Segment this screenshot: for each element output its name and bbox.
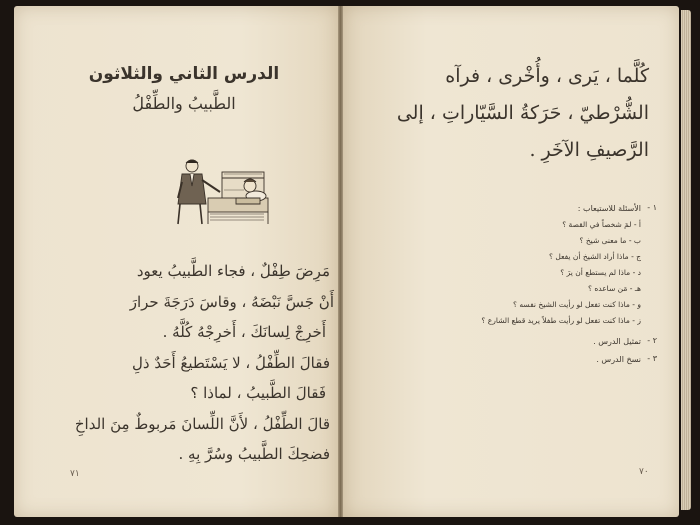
- page-edges: [681, 10, 691, 510]
- story-line: فقالَ الطِّفْلُ ، لا يَسْتَطيعُ أَحَدٌ ذلِ: [131, 353, 330, 372]
- story-text: [14, 256, 338, 470]
- section-number: ٢ -: [647, 336, 657, 345]
- acting-exercise: تمثيل الدرس .: [593, 337, 641, 346]
- doctor-and-child-illustration: [164, 152, 276, 230]
- left-page: [14, 6, 338, 517]
- question-item: [579, 236, 641, 245]
- comprehension-questions-heading: الأسئلة للاستيعاب :: [577, 204, 641, 213]
- question-text: ماذا كنت تفعل لو رأيت طفلاً يريد قطع الشارع ؟: [481, 316, 630, 325]
- question-text: ماذا كنت تفعل لو رأيت الشيخ نفسه ؟: [513, 300, 630, 309]
- question-item: [562, 220, 641, 229]
- story-line: فضحِكَ الطَّبيبُ وسُرَّ بِهِ .: [178, 445, 330, 463]
- story-line: فَقالَ الطَّبيبُ ، لماذا ؟: [190, 384, 326, 402]
- passage-line: كُلَّما ، يَرى ، وأُخْرى ، فرآه: [445, 65, 649, 87]
- lesson-title: الدرس الثاني والثلاثون: [88, 64, 280, 84]
- right-page-number: ٧٠: [639, 467, 649, 477]
- question-item: [481, 316, 641, 325]
- question-text: ما معنى شيخ ؟: [579, 236, 627, 245]
- copying-exercise: نسخ الدرس .: [596, 355, 641, 364]
- question-item: [560, 268, 641, 277]
- question-letter: أ -: [633, 220, 641, 229]
- section-number: ١ -: [647, 203, 657, 212]
- passage-line: الرَّصيفِ الآخَرِ .: [529, 139, 649, 161]
- story-line: قالَ الطِّفْلُ ، لأَنَّ اللِّسانَ مَربوطٌ مِنَ الداخِ: [74, 414, 330, 433]
- question-letter: هـ -: [629, 284, 641, 293]
- question-text: مَن ساعده ؟: [587, 284, 628, 293]
- question-text: ماذا لم يستطع أن يرَ ؟: [560, 268, 631, 277]
- story-line: أَنْ جَسَّ نَبْضَهُ ، وقاسَ دَرَجَةَ حرارَ: [129, 292, 334, 311]
- vocabulary-passage: [349, 58, 649, 169]
- right-page: [343, 6, 679, 517]
- question-item: [513, 300, 641, 309]
- question-text: لمَ شخصاً في القصة ؟: [562, 220, 632, 229]
- lesson-subtitle: الطَّبيبُ والطِّفْلُ: [132, 94, 236, 113]
- question-text: ماذا أراد الشيخ أن يفعل ؟: [548, 252, 629, 261]
- question-item: [588, 284, 641, 293]
- question-letter: و -: [632, 300, 641, 309]
- question-item: [549, 252, 641, 261]
- question-letter: د -: [632, 268, 641, 277]
- section-number: ٣ -: [647, 354, 657, 363]
- left-page-number: ٧١: [70, 469, 80, 479]
- question-letter: ج -: [631, 252, 641, 261]
- passage-line: الشُّرْطيّ ، حَرَكةُ السَّيّاراتِ ، إلى: [396, 102, 649, 124]
- question-letter: ز -: [632, 316, 641, 325]
- story-line: أَخرِجْ لِسانَكَ ، أَخرِجْهُ كُلَّهُ .: [162, 323, 326, 341]
- story-line: مَرِضَ طِفْلٌ ، فجاء الطَّبيبُ يعود: [136, 262, 330, 280]
- question-letter: ب -: [628, 236, 641, 245]
